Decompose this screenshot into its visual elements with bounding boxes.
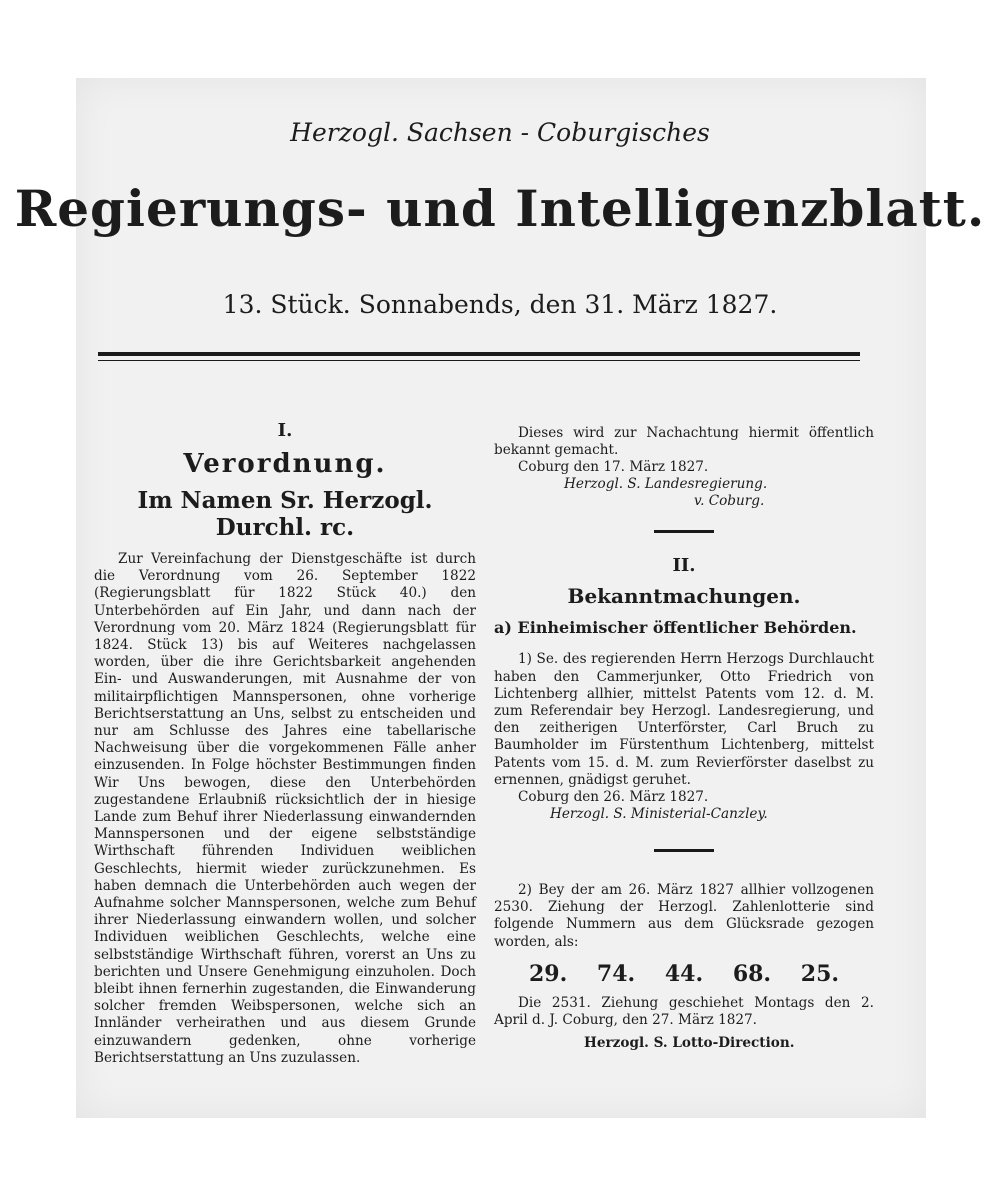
section-title: Bekanntmachungen. [567,584,801,609]
lottery-numbers [494,961,874,987]
authority-signature: Herzogl. S. Lotto-Direction. [584,1035,795,1052]
section-subtitle: Im Namen Sr. Herzogl. Durchl. rc. [137,487,433,541]
subsection-title: a) Einheimischer öffentlicher Behörden. [494,618,857,638]
header-rule [98,352,860,356]
issue-line: 13. Stück. Sonnabends, den 31. März 1827. [222,290,778,319]
ordinance-text: Zur Vereinfachung der Dienstgeschäfte ist durch die Verordnung vom 26. September 1822 (Regierungsblatt für 1822 Stück 40.) den Unterbehörden auf Ein Jahr, und dann nach der Verordnung vom 20. März 1824 (Regierungsblatt für 1824. Stück 13) bis auf Weiteres nachgelassen worden, über die ihre Gerichtsbarkeit angehenden Ein- und Auswanderungen, mit Ausnahme der von militairpflichtigen Mannspersonen, ohne vorherige Berichtserstattung an Uns, selbst zu entscheiden und nur am Schlusse des Jahres eine tabellarische Nachweisung über die vorgekommenen Fälle anher einzusenden. In Folge höchster Bestimmungen finden Wir Uns bewogen, diese den Unterbehörden zugestandene Erlaubniß rücksichtlich der in hiesige Lande zum Behuf ihrer Niederlassung einwandernden Mannspersonen und der eigene selbstständige Wirthschaft führenden Individuen weiblichen Geschlechts, hiermit wieder zurückzunehmen. Es haben demnach die Unterbehörden auch wegen der Aufnahme solcher Mannspersonen, welche zum Behuf ihrer Niederlassung einwandern wollen, und solcher Individuen weiblichen Geschlechts, welche eine selbstständige Wirthschaft führen, vorerst an Uns zu berichten und Unsere Genehmigung einzuholen. Doch bleibt ihnen fernerhin zugestanden, die Einwanderung solcher fremden Weibspersonen, welche sich an Innländer verheirathen und aus diesem Grunde einzuwandern gedenken, ohne vorherige Berichtserstattung an Uns zuzulassen. [94,551,476,1066]
lottery-number: 74. [596,960,636,987]
authority-signature: Herzogl. S. Landesregierung. [564,476,768,493]
lottery-number: 68. [732,960,772,987]
section-divider [654,849,714,852]
lottery-number: 25. [800,960,840,987]
place-date: Coburg den 17. März 1827. [518,459,709,476]
announcement-2: 2) Bey der am 26. März 1827 allhier vollzogenen 2530. Ziehung der Herzogl. Zahlenlotterie sind folgende Nummern aus dem Glücksrade gezogen worden, als: [494,882,874,950]
announcement-1: 1) Se. des regierenden Herrn Herzogs Durchlaucht haben den Cammerjunker, Otto Friedrich von Lichtenberg allhier, mittelst Patents vom 12. d. M. zum Referendair bey Herzogl. Landesregierung, und den zeitherigen Unterförster, Carl Bruch zu Baumholder im Fürstenthum Lichtenberg, mittelst Patents vom 15. d. M. zum Revierförster daselbst zu ernennen, gnädigst geruhet. [494,651,874,788]
masthead-line: Herzogl. Sachsen - Coburgisches [290,118,710,147]
place-date: Coburg den 26. März 1827. [518,789,709,806]
section-numeral: II. [672,555,696,577]
masthead-title: Regierungs- und Intelligenzblatt. [14,179,986,238]
section-numeral: I. [277,420,293,441]
lottery-number: 29. [528,960,568,987]
authority-signature: Herzogl. S. Ministerial-Canzley. [550,806,768,823]
lottery-number: 44. [664,960,704,987]
ordinance-closing: Dieses wird zur Nachachtung hiermit öffentlich bekannt gemacht. [494,425,874,459]
left-column [94,420,476,1067]
announcement-2-note: Die 2531. Ziehung geschiehet Montags den 2. April d. J. Coburg, den 27. März 1827. [494,994,874,1029]
section-title: Verordnung. [183,449,387,479]
header-rule-thin [98,360,860,361]
signatory: v. Coburg. [694,493,765,510]
right-column [494,425,874,1052]
section-divider [654,530,714,533]
